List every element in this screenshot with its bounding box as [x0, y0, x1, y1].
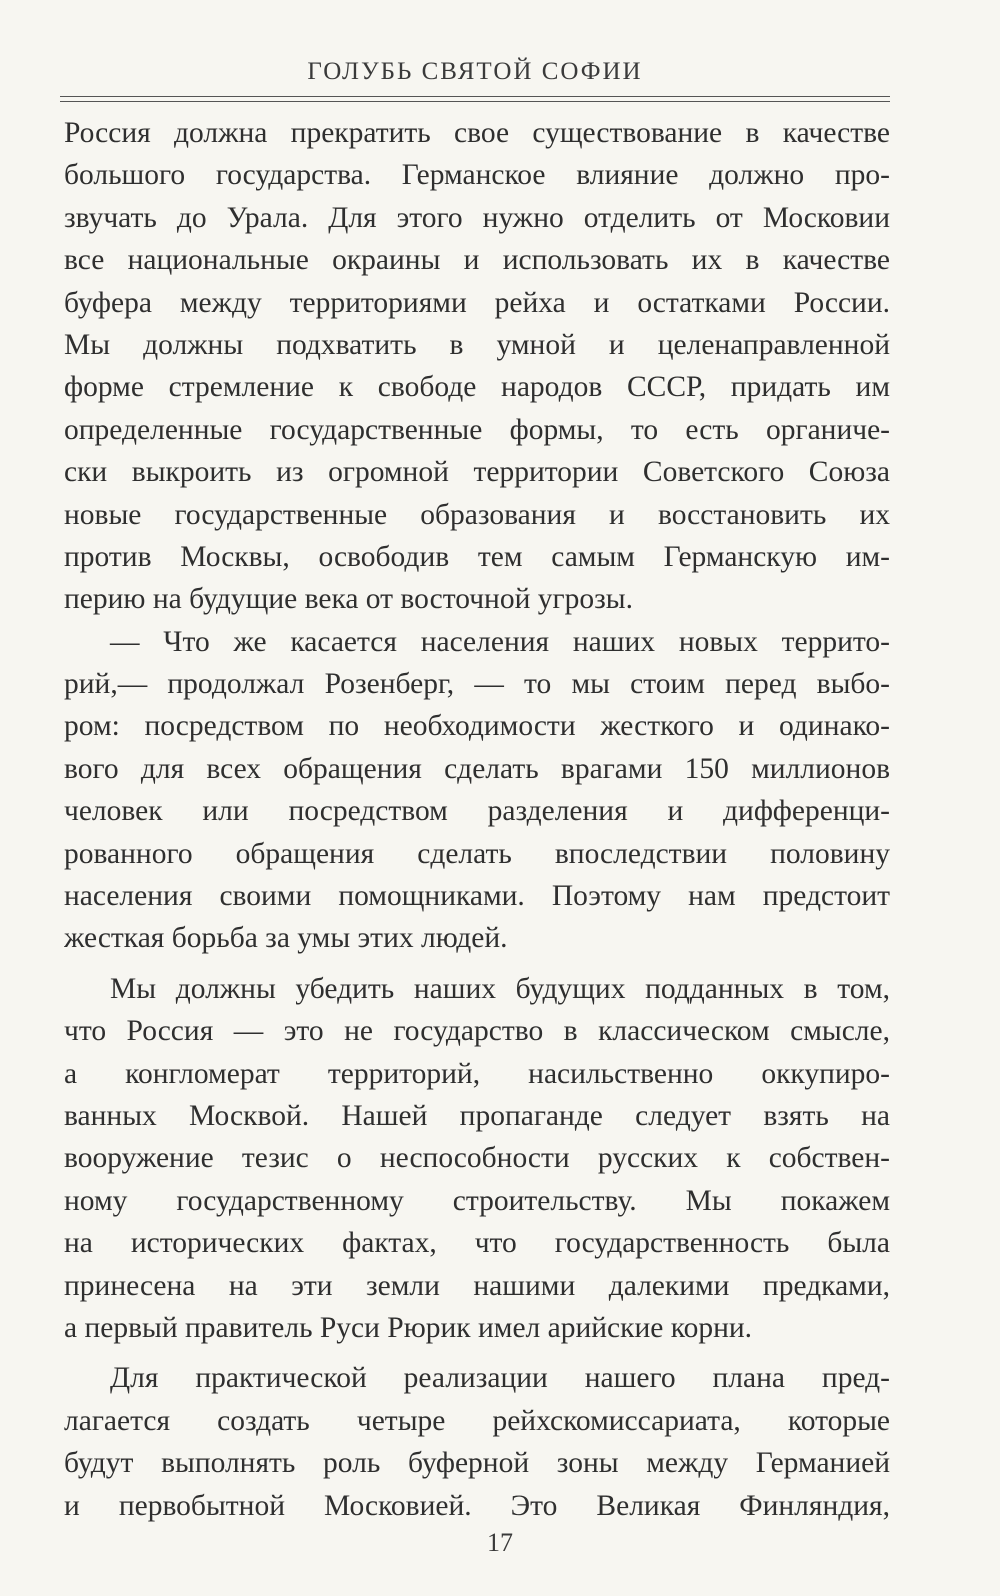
text-line: Мы должны подхватить в умной и целенаправленной [64, 328, 890, 361]
text-line: против Москвы, освободив тем самым Германскую им- [64, 540, 890, 573]
header-double-rule [60, 96, 890, 102]
running-header: ГОЛУБЬ СВЯТОЙ СОФИИ [307, 58, 643, 85]
text-line: Мы должны убедить наших будущих подданных в том, [110, 972, 890, 1005]
text-line: а первый правитель Руси Рюрик имел арийские корни. [64, 1311, 753, 1344]
text-line: определенные государственные формы, то есть органиче- [64, 413, 890, 446]
text-line: человек или посредством разделения и дифференци- [64, 795, 890, 828]
text-line: лагается создать четыре рейхскомиссариата, которые [64, 1404, 890, 1437]
body-text [64, 112, 890, 1527]
text-line: будут выполнять роль буферной зоны между Германией [64, 1447, 890, 1480]
text-line: рованного обращения сделать впоследствии половину [64, 837, 890, 870]
paragraph-3 [64, 968, 890, 1350]
text-line: ванных Москвой. Нашей пропаганде следует взять на [64, 1099, 890, 1132]
text-line: форме стремление к свободе народов СССР, придать им [64, 371, 890, 404]
text-line: на исторических фактах, что государственность была [64, 1227, 890, 1260]
text-line: ром: посредством по необходимости жесткого и одинако- [64, 710, 890, 743]
text-line: и первобытной Московией. Это Великая Финляндия, [64, 1489, 890, 1522]
text-line: новые государственные образования и восстановить их [64, 498, 890, 531]
text-line: а конгломерат территорий, насильственно оккупиро- [64, 1057, 890, 1090]
text-line: ски выкроить из огромной территории Советского Союза [64, 456, 890, 489]
text-line: населения своими помощниками. Поэтому нам предстоит [64, 880, 890, 913]
text-line: вооружение тезис о неспособности русских к собствен- [64, 1142, 890, 1175]
paragraph-2 [64, 621, 890, 960]
text-line: все национальные окраины и использовать их в качестве [64, 244, 890, 277]
text-line: вого для всех обращения сделать врагами 150 миллионов [64, 752, 890, 785]
paragraph-spacing [64, 1349, 890, 1357]
text-line: — Что же касается населения наших новых террито- [110, 625, 890, 658]
text-line: буфера между территориями рейха и остатками России. [64, 286, 890, 319]
text-line: принесена на эти земли нашими далекими предками, [64, 1269, 890, 1302]
text-line: Россия должна прекратить свое существование в качестве [64, 117, 890, 149]
page-number: 17 [487, 1528, 513, 1557]
text-line: звучать до Урала. Для этого нужно отделить от Московии [64, 201, 890, 234]
text-line: перию на будущие века от восточной угрозы. [64, 583, 633, 616]
text-line: жесткая борьба за умы этих людей. [64, 922, 508, 955]
text-line: Для практической реализации нашего плана пред- [110, 1362, 890, 1395]
text-line: ному государственному строительству. Мы покажем [64, 1184, 890, 1217]
paragraph-1 [64, 112, 890, 621]
text-line: большого государства. Германское влияние должно про- [64, 159, 890, 192]
text-line: рий,— продолжал Розенберг, — то мы стоим перед выбо- [64, 668, 890, 701]
text-line: что Россия — это не государство в классическом смысле, [64, 1015, 890, 1048]
paragraph-4 [64, 1357, 890, 1527]
paragraph-spacing [64, 960, 890, 968]
